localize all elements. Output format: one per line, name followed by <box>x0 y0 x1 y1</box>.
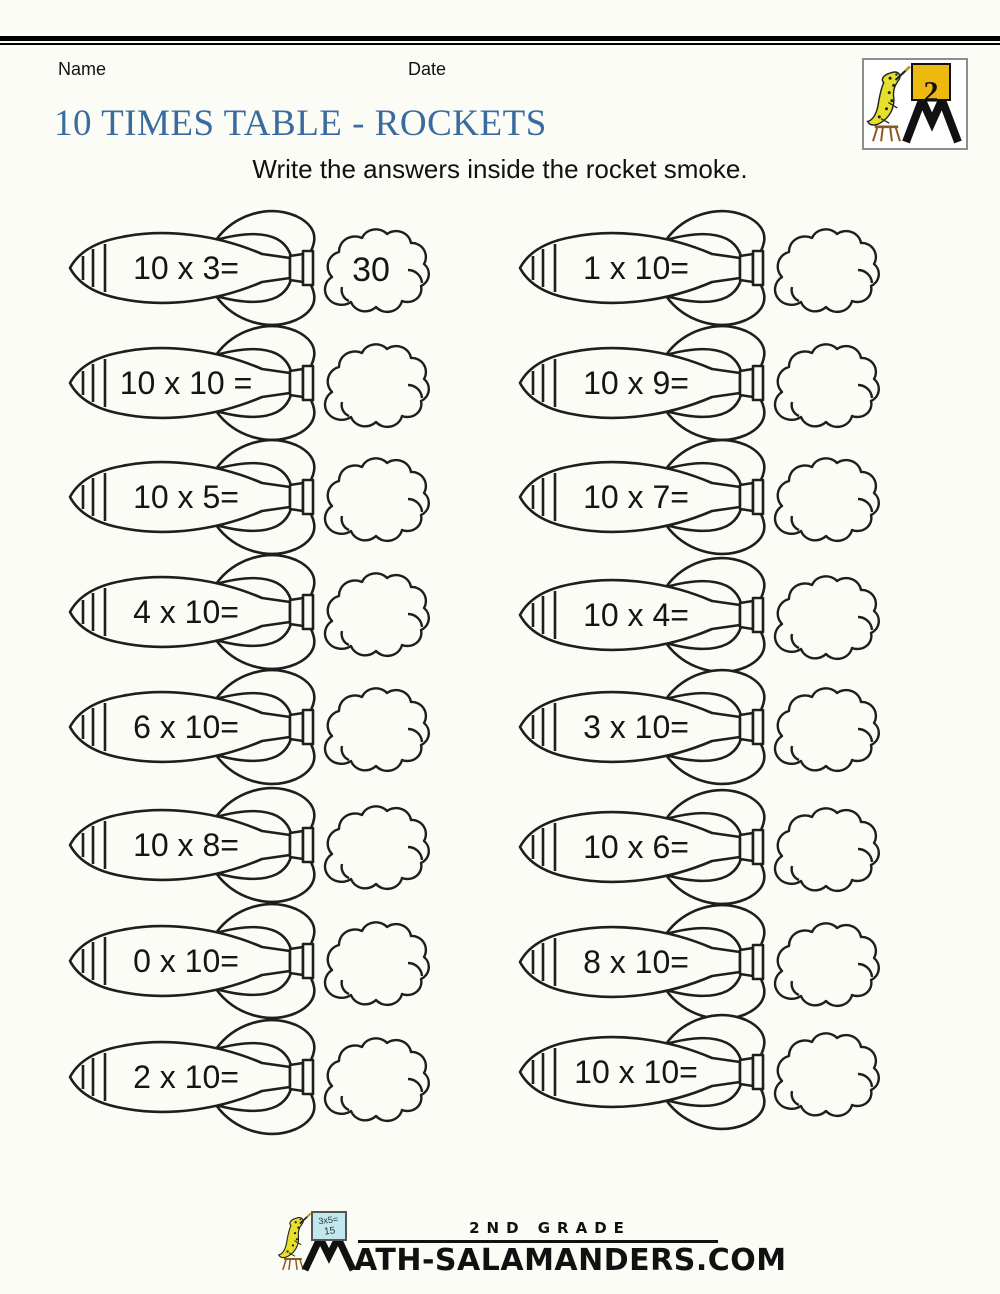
rocket-icon <box>516 790 766 904</box>
rocket-icon <box>66 555 316 669</box>
board-equation-text: 3x5= <box>317 1213 339 1227</box>
rocket-icon <box>66 211 316 325</box>
rocket-problem-text: 10 x 8= <box>133 827 239 863</box>
rocket-row <box>66 788 446 902</box>
rocket-icon <box>516 211 766 325</box>
rocket-icon <box>66 440 316 554</box>
answer-cloud[interactable] <box>318 796 438 894</box>
answer-cloud[interactable] <box>318 1028 438 1126</box>
answer-cloud[interactable] <box>318 334 438 432</box>
answer-cloud[interactable] <box>768 334 888 432</box>
answer-cloud[interactable] <box>318 678 438 776</box>
rocket-problem-text: 10 x 9= <box>583 365 689 401</box>
answer-cloud[interactable] <box>318 219 438 317</box>
rocket-row <box>516 558 896 672</box>
answer-cloud[interactable] <box>768 913 888 1011</box>
rocket-icon <box>66 788 316 902</box>
rocket-icon <box>516 905 766 1019</box>
rocket-problem-text: 8 x 10= <box>583 944 689 980</box>
rocket-row <box>66 555 446 669</box>
name-label: Name <box>58 59 107 79</box>
rocket-row <box>66 904 446 1018</box>
answer-cloud[interactable] <box>318 448 438 546</box>
rocket-row <box>66 326 446 440</box>
rocket-icon <box>66 904 316 1018</box>
answer-cloud[interactable] <box>768 678 888 776</box>
rocket-icon <box>516 1015 766 1129</box>
rocket-row <box>516 326 896 440</box>
rocket-problem-text: 10 x 7= <box>583 479 689 515</box>
m-letter-icon <box>305 1238 353 1270</box>
rocket-row <box>516 440 896 554</box>
rocket-icon <box>66 670 316 784</box>
rocket-problem-text: 6 x 10= <box>133 709 239 745</box>
rocket-row <box>66 211 446 325</box>
rocket-row <box>516 905 896 1019</box>
grade-badge-number: 2 <box>923 75 939 109</box>
date-label: Date <box>408 59 447 79</box>
answer-cloud[interactable] <box>768 1023 888 1121</box>
instruction-text: Write the answers inside the rocket smoke. <box>252 154 748 184</box>
rocket-problem-text: 10 x 10= <box>574 1054 698 1090</box>
rocket-problem-text: 1 x 10= <box>583 250 689 286</box>
header-rule-thin <box>0 43 1000 45</box>
rocket-icon <box>516 326 766 440</box>
rocket-problem-text: 10 x 5= <box>133 479 239 515</box>
rocket-problem-text: 10 x 6= <box>583 829 689 865</box>
answer-cloud[interactable] <box>768 448 888 546</box>
rocket-row <box>66 440 446 554</box>
rocket-problem-text: 2 x 10= <box>133 1059 239 1095</box>
rocket-row <box>516 670 896 784</box>
answer-cloud[interactable] <box>318 563 438 661</box>
salamander-icon <box>868 67 910 142</box>
rocket-row <box>516 1015 896 1129</box>
rocket-problem-text: 0 x 10= <box>133 943 239 979</box>
rocket-problem-text: 10 x 3= <box>133 250 239 286</box>
rocket-problem-text: 4 x 10= <box>133 594 239 630</box>
rocket-icon <box>66 326 316 440</box>
answer-cloud[interactable] <box>318 912 438 1010</box>
grade-2-corner-logo <box>862 58 968 150</box>
rocket-icon <box>516 440 766 554</box>
rocket-icon <box>66 1020 316 1134</box>
footer-site-name: ATH-SALAMANDERS.COM <box>354 1243 787 1278</box>
rocket-icon <box>516 558 766 672</box>
corner-logo-graphic <box>864 60 966 148</box>
cloud-answer-text: 30 <box>352 251 390 289</box>
rocket-row <box>66 670 446 784</box>
footer-grade-label: 2ND GRADE <box>469 1219 631 1237</box>
answer-cloud[interactable] <box>768 219 888 317</box>
header-rule-thick <box>0 36 1000 41</box>
answer-cloud[interactable] <box>768 798 888 896</box>
answer-cloud[interactable] <box>768 566 888 664</box>
rocket-problem-text: 10 x 4= <box>583 597 689 633</box>
rocket-row <box>516 211 896 325</box>
rocket-row <box>66 1020 446 1134</box>
page-title: 10 TIMES TABLE - ROCKETS <box>54 103 547 144</box>
rocket-row <box>516 790 896 904</box>
board-answer-text: 15 <box>323 1225 336 1238</box>
rocket-problem-text: 3 x 10= <box>583 709 689 745</box>
rocket-icon <box>516 670 766 784</box>
rocket-problem-text: 10 x 10 = <box>119 365 253 401</box>
